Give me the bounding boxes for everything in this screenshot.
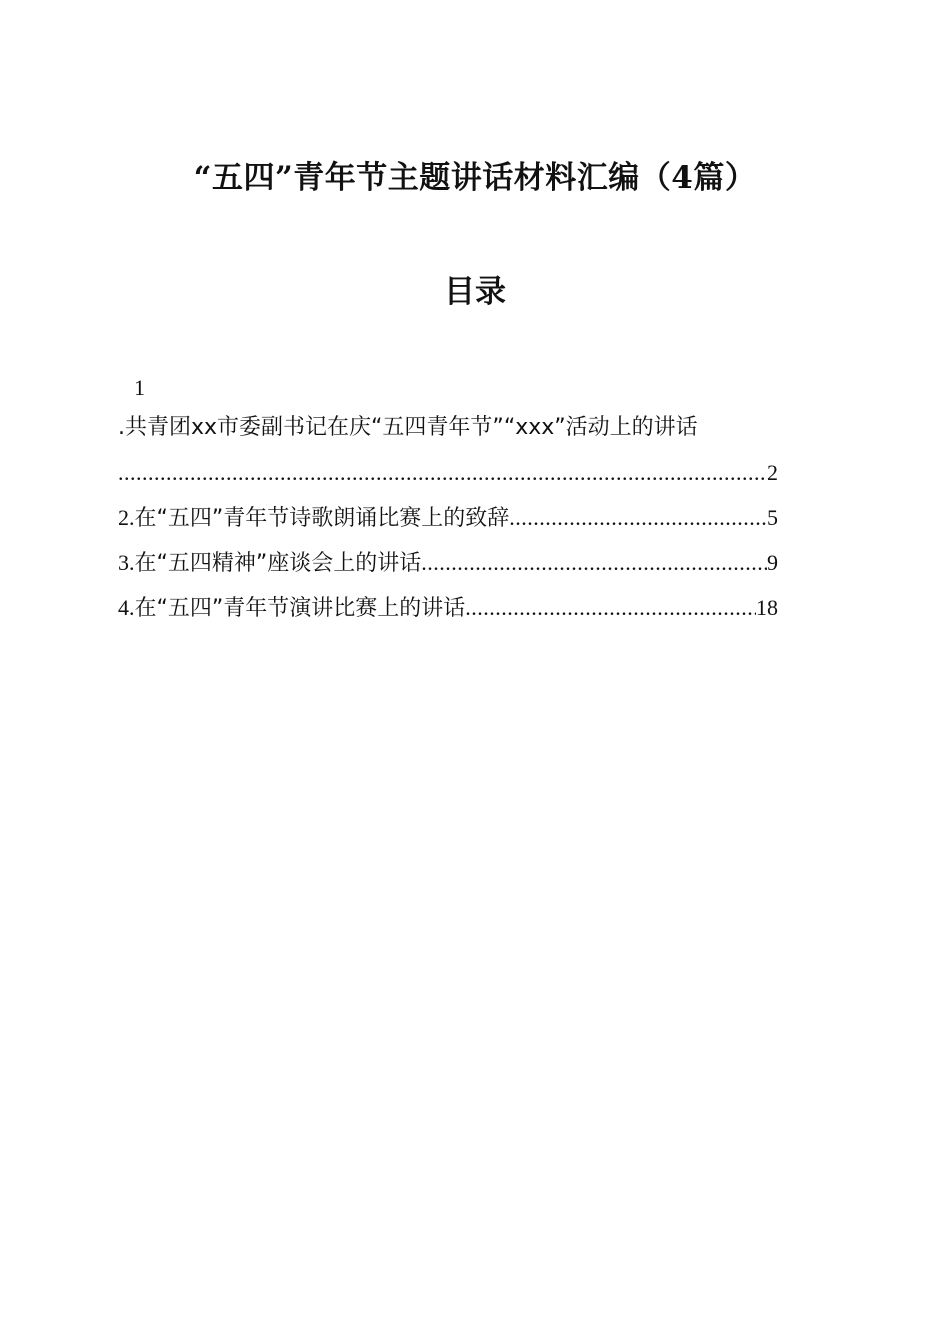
toc-entry-1[interactable] bbox=[118, 370, 824, 495]
toc-entry-title: 在“五四精神”座谈会上的讲话 bbox=[134, 551, 422, 576]
table-of-contents bbox=[118, 370, 824, 630]
toc-entry-page: 2 bbox=[767, 460, 778, 485]
toc-entry-page: 18 bbox=[756, 595, 778, 620]
toc-dot-leader bbox=[465, 585, 756, 630]
toc-entry-number: 2. bbox=[118, 505, 135, 530]
toc-heading: 目录 bbox=[444, 274, 506, 310]
toc-entry-title: 在“五四”青年节诗歌朗诵比赛上的致辞 bbox=[134, 506, 510, 531]
toc-entry-number: 4. bbox=[118, 595, 135, 620]
toc-dot-leader bbox=[118, 450, 767, 495]
toc-entry-leader-line bbox=[118, 450, 778, 495]
toc-entry-title: .共青团xx市委副书记在庆“五四青年节”“xxx”活动上的讲话 bbox=[118, 415, 698, 440]
toc-entry-3[interactable] bbox=[118, 540, 778, 585]
toc-dot-leader bbox=[509, 495, 767, 540]
toc-entry-page: 9 bbox=[767, 550, 778, 575]
toc-entry-number: 3. bbox=[118, 550, 135, 575]
toc-entry-2[interactable] bbox=[118, 495, 778, 540]
toc-entry-page: 5 bbox=[767, 505, 778, 530]
document-title: “五四”青年节主题讲话材料汇编（4篇） bbox=[193, 160, 757, 196]
toc-entry-number: 1 bbox=[134, 375, 145, 400]
toc-entry-title: 在“五四”青年节演讲比赛上的讲话 bbox=[134, 596, 466, 621]
toc-entry-4[interactable] bbox=[118, 585, 778, 630]
toc-dot-leader bbox=[421, 540, 767, 585]
